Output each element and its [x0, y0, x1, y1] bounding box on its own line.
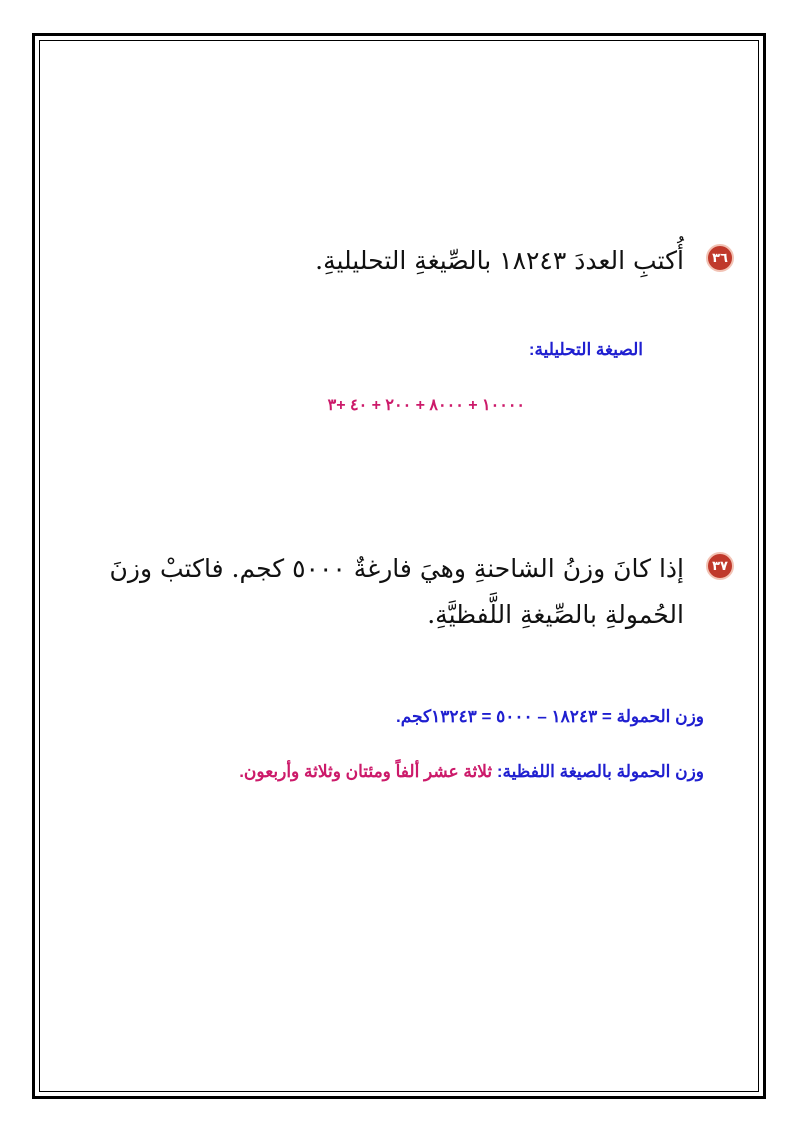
question-37-line-1: إذا كانَ وزنُ الشاحنةِ وهيَ فارغةٌ ٥٠٠٠ كجم. فاكتبْ وزنَ	[109, 554, 684, 583]
analytic-form-expansion: ١٠٠٠٠ + ٨٠٠٠ + ٢٠٠ + ٤٠ +٣	[327, 397, 525, 414]
load-weight-verbal-value: ثلاثة عشر ألفاً ومئتان وثلاثة وأربعون.	[239, 762, 497, 781]
question-37-text	[110, 546, 684, 638]
load-weight-answer	[396, 707, 704, 727]
question-36-text: أُكتبِ العددَ ١٨٢٤٣ بالصِّيغةِ التحليليةِ.	[315, 246, 684, 275]
question-36	[315, 238, 734, 284]
load-weight-equation: = ١٨٢٤٣ – ٥٠٠٠ = ١٣٢٤٣كجم.	[395, 707, 617, 726]
question-37	[110, 546, 734, 638]
analytic-form-label: الصيغة التحليلية:	[528, 340, 643, 359]
load-weight-verbal-answer	[239, 762, 704, 782]
question-37-line-2: الحُمولةِ بالصِّيغةِ اللَّفظيَّةِ.	[427, 600, 684, 629]
question-number-badge: ٣٦	[706, 244, 734, 272]
load-weight-label: وزن الحمولة	[616, 707, 704, 726]
load-weight-verbal-label: وزن الحمولة بالصيغة اللفظية:	[496, 762, 704, 781]
question-number-badge: ٣٧	[706, 552, 734, 580]
